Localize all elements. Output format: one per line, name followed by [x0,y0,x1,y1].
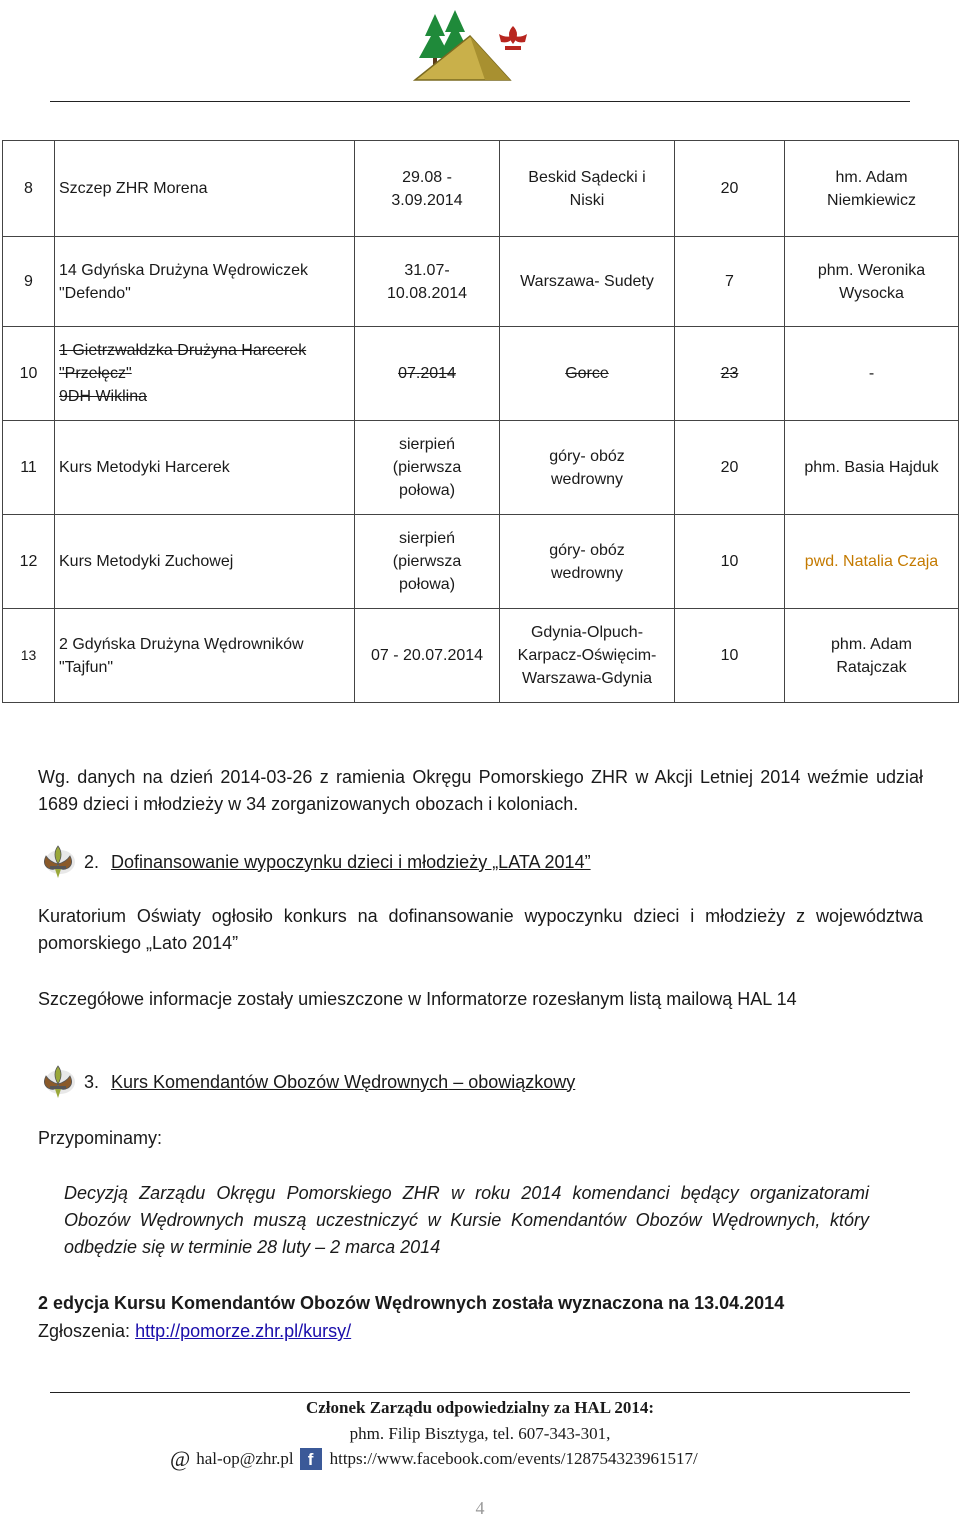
footer-person: phm. Filip Bisztyga, tel. 607-343-301, [349,1424,611,1443]
participant-count: 10 [675,609,785,703]
camp-place: Warszawa- Sudety [500,237,675,327]
page-number: 4 [475,1498,485,1518]
row-number: 11 [3,421,55,515]
summary-paragraph: Wg. danych na dzień 2014-03-26 z ramienia Okręgu Pomorskiego ZHR w Akcji Letniej 2014 weźmie udział 1689 dzieci i młodzieży w 34 zorganizowanych obozach i koloniach. [38,767,923,814]
section-3-title: Kurs Komendantów Obozów Wędrownych – obowiązkowy [111,1071,576,1092]
camp-leader: phm. Weronika Wysocka [785,237,959,327]
zhr-camp-logo-icon [395,6,545,86]
camp-place: góry- obóz wedrowny [500,515,675,609]
course-edition-notice: 2 edycja Kursu Komendantów Obozów Wędrownych została wyznaczona na 13.04.2014 [38,1293,785,1313]
unit-name: Szczep ZHR Morena [55,141,355,237]
facebook-icon: f [300,1448,322,1470]
footer-rule [50,1392,910,1393]
signup-line [38,1318,923,1345]
participant-count: 23 [675,327,785,421]
camp-leader: hm. Adam Niemkiewicz [785,141,959,237]
unit-name: 2 Gdyńska Drużyna Wędrowników "Tajfun" [55,609,355,703]
section-2-number: 2. [84,851,100,872]
footer-facebook-url[interactable]: https://www.facebook.com/events/128754323961517/ [329,1449,698,1468]
camp-date: 07.2014 [355,327,500,421]
fleur-de-lis-icon [38,842,78,882]
camp-leader: phm. Basia Hajduk [785,421,959,515]
unit-name: Kurs Metodyki Zuchowej [55,515,355,609]
section-2-heading [38,842,591,882]
footer-email[interactable]: hal-op@zhr.pl [196,1449,294,1468]
signup-label: Zgłoszenia: [38,1321,136,1341]
row-number: 10 [3,327,55,421]
table-row [3,609,959,703]
table-row [3,327,959,421]
camp-place: Beskid Sądecki i Niski [500,141,675,237]
camp-date: 31.07- 10.08.2014 [355,237,500,327]
camp-place: Gdynia-Olpuch- Karpacz-Oświęcim- Warszawa-Gdynia [500,609,675,703]
row-number: 13 [3,609,55,703]
unit-name: 1 Gietrzwałdzka Drużyna Harcerek "Przełęcz" 9DH Wiklina [55,327,355,421]
row-number: 12 [3,515,55,609]
footer-role: Członek Zarządu odpowiedzialny za HAL 2014: [305,1398,655,1417]
unit-name: Kurs Metodyki Harcerek [55,421,355,515]
fleur-de-lis-icon [38,1062,78,1102]
camp-leader: - [785,327,959,421]
reminder-label: Przypominamy: [38,1128,163,1148]
camp-leader: pwd. Natalia Czaja [785,515,959,609]
table-row [3,515,959,609]
section-3-heading [38,1062,575,1102]
section-2-title: Dofinansowanie wypoczynku dzieci i młodzieży „LATA 2014” [111,851,591,872]
section-2-paragraph-1: Kuratorium Oświaty ogłosiło konkurs na dofinansowanie wypoczynku dzieci i młodzieży z województwa pomorskiego „Lato 2014” [38,906,923,953]
camp-date: 29.08 - 3.09.2014 [355,141,500,237]
table-row [3,421,959,515]
camp-place: Gorce [500,327,675,421]
camp-leader: phm. Adam Ratajczak [785,609,959,703]
participant-count: 7 [675,237,785,327]
header-rule [50,101,910,102]
at-icon: @ [170,1446,191,1471]
row-number: 8 [3,141,55,237]
footer-contact [170,1446,698,1472]
participant-count: 20 [675,421,785,515]
unit-name: 14 Gdyńska Drużyna Wędrowiczek "Defendo" [55,237,355,327]
camp-date: sierpień (pierwsza połowa) [355,515,500,609]
camp-date: 07 - 20.07.2014 [355,609,500,703]
section-2-paragraph-2: Szczegółowe informacje zostały umieszczone w Informatorze rozesłanym listą mailową HAL 14 [38,989,797,1009]
camp-date: sierpień (pierwsza połowa) [355,421,500,515]
table-row [3,237,959,327]
camps-table [2,140,959,703]
reminder-quote: Decyzją Zarządu Okręgu Pomorskiego ZHR w roku 2014 komendanci będący organizatorami Obozów Wędrownych muszą uczestniczyć w Kursie Komendantów Obozów Wędrownych, który odbędzie się w terminie 28 luty – 2 marca 2014 [64,1183,869,1257]
section-3-number: 3. [84,1071,100,1092]
signup-link[interactable]: http://pomorze.zhr.pl/kursy/ [135,1321,352,1341]
table-row [3,141,959,237]
row-number: 9 [3,237,55,327]
participant-count: 20 [675,141,785,237]
participant-count: 10 [675,515,785,609]
camp-place: góry- obóz wedrowny [500,421,675,515]
